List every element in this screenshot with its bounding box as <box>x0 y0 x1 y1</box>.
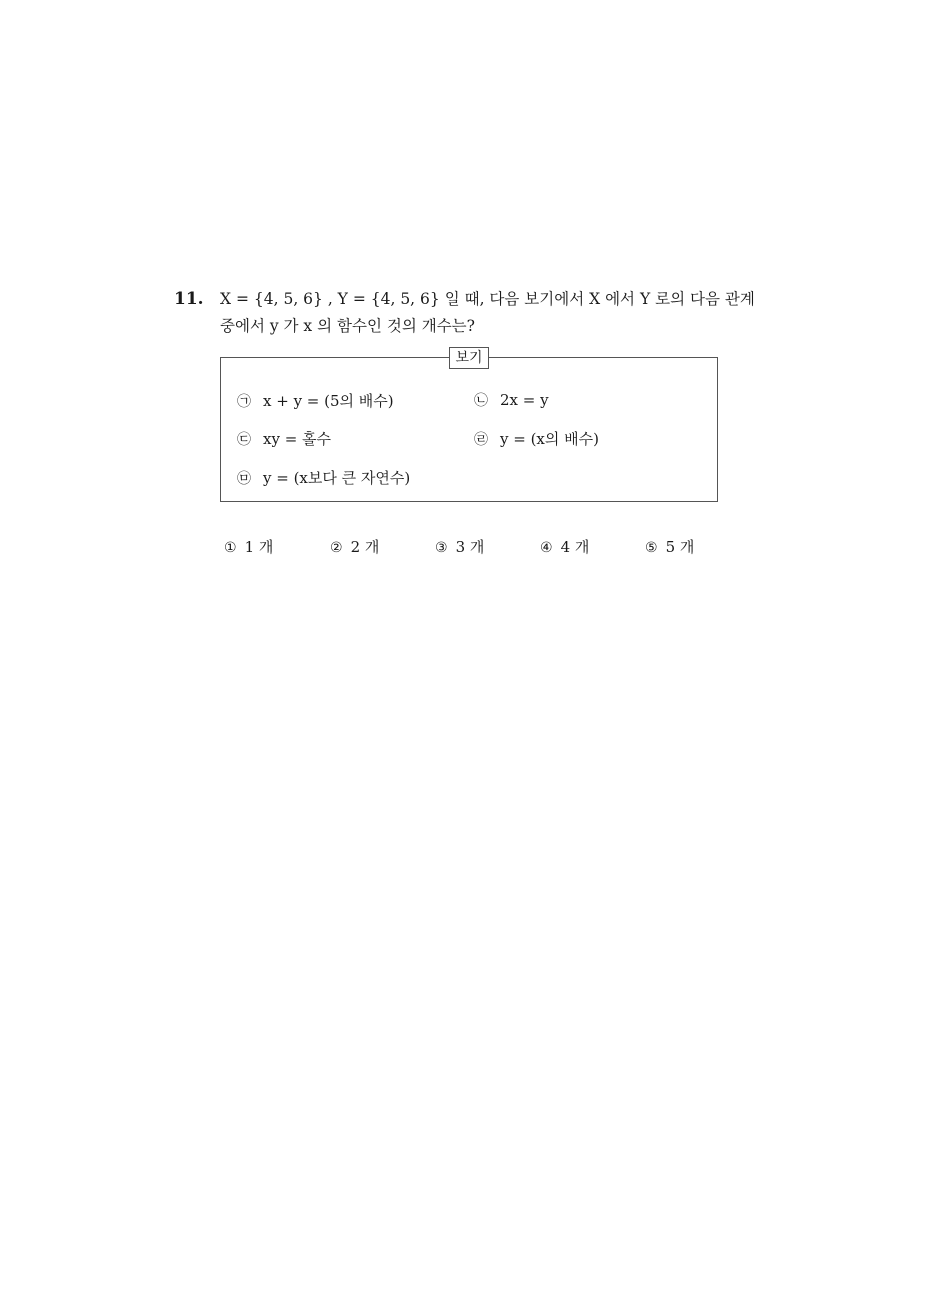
example-item-text: xy = 홀수 <box>263 430 332 448</box>
answer-choices <box>224 536 724 558</box>
example-item-1 <box>237 390 394 411</box>
answer-choice-5[interactable] <box>645 536 694 557</box>
example-item-4 <box>474 428 599 449</box>
example-item-text: 2x = y <box>500 391 549 409</box>
question-stem <box>220 286 754 340</box>
answer-choice-4[interactable] <box>540 536 589 557</box>
choice-text: 3 개 <box>455 538 485 556</box>
answer-choice-3[interactable] <box>435 536 484 557</box>
example-item-2 <box>474 390 549 410</box>
example-item-marker: ㉣ <box>474 431 488 448</box>
choice-marker: ② <box>330 540 343 556</box>
example-item-text: x + y = (5의 배수) <box>263 392 394 410</box>
question-stem-line-1: X = {4, 5, 6} , Y = {4, 5, 6} 일 때, 다음 보기에서 X 에서 Y 로의 다음 관계 <box>220 290 755 308</box>
example-item-text: y = (x보다 큰 자연수) <box>263 469 411 487</box>
choice-marker: ⑤ <box>645 540 658 556</box>
choice-marker: ③ <box>435 540 448 556</box>
example-item-3 <box>237 428 331 449</box>
example-item-marker: ㉤ <box>237 470 251 487</box>
question-stem-line-2: 중에서 y 가 x 의 함수인 것의 개수는? <box>220 317 475 335</box>
choice-text: 2 개 <box>350 538 380 556</box>
example-box <box>220 350 718 502</box>
choice-text: 4 개 <box>560 538 590 556</box>
example-item-marker: ㉡ <box>474 393 488 409</box>
example-item-marker: ㉢ <box>237 431 251 448</box>
answer-choice-2[interactable] <box>330 536 379 557</box>
choice-text: 1 개 <box>244 538 274 556</box>
example-item-marker: ㉠ <box>237 393 251 410</box>
example-box-title: 보기 <box>449 347 489 369</box>
example-item-text: y = (x의 배수) <box>500 430 599 448</box>
answer-choice-1[interactable] <box>224 536 273 557</box>
question-number: 11. <box>174 289 204 309</box>
choice-marker: ④ <box>540 540 553 556</box>
example-item-5 <box>237 467 410 488</box>
choice-text: 5 개 <box>665 538 695 556</box>
choice-marker: ① <box>224 540 237 556</box>
